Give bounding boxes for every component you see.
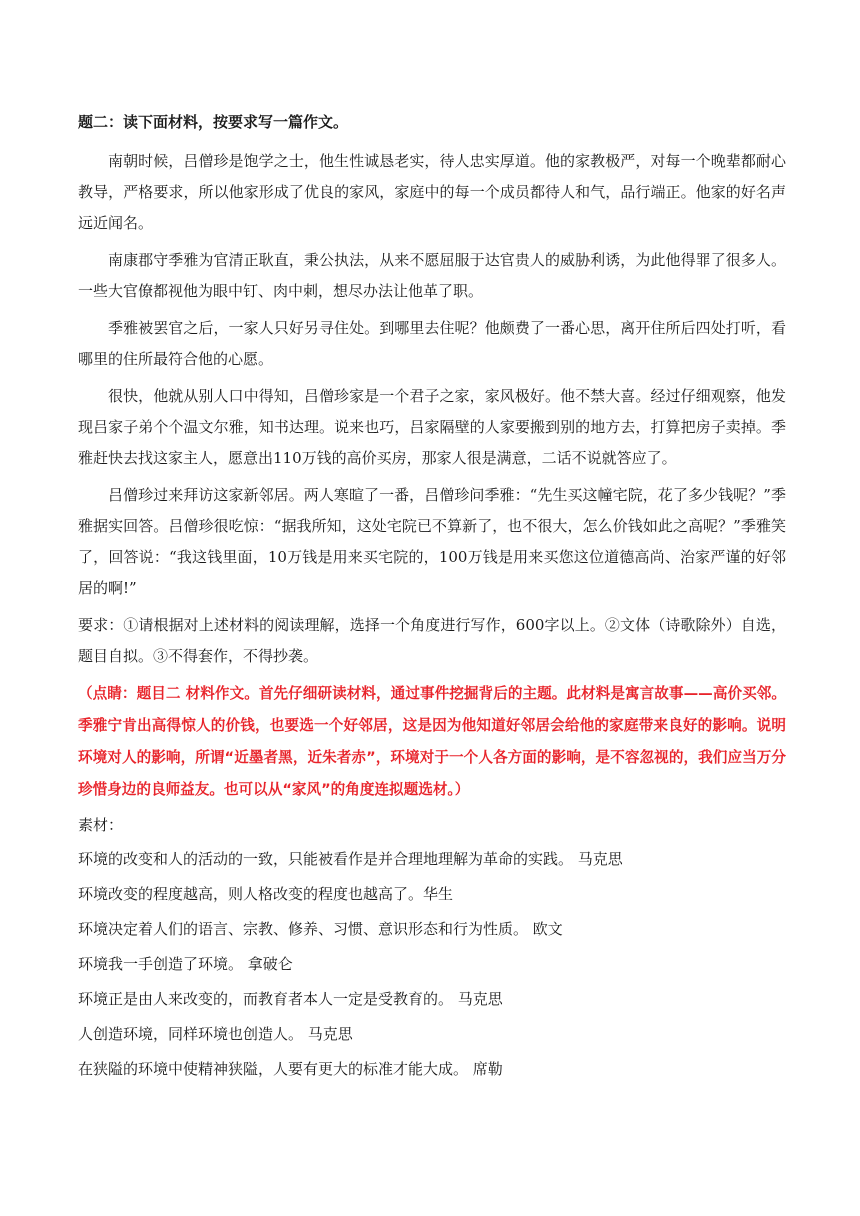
quote-item: 环境正是由人来改变的，而教育者本人一定是受教育的。 马克思: [78, 990, 503, 1008]
question-title: 题二：读下面材料，按要求写一篇作文。: [78, 113, 349, 131]
material-paragraph: 南朝时候，吕僧珍是饱学之士，他生性诚恳老实，待人忠实厚道。他的家教极严，对每一个晚辈都耐心教导，严格要求，所以他家形成了优良的家风，家庭中的每一个成员都待人和气，品行端正。他家的好名声远近闻名。: [78, 152, 786, 232]
quote-item: 环境改变的程度越高，则人格改变的程度也越高了。华生: [78, 885, 454, 903]
guidance-note: （点睛：题目二 材料作文。首先仔细研读材料，通过事件挖掘背后的主题。此材料是寓言故事——高价买邻。季雅宁肯出高得惊人的价钱，也要选一个好邻居，这是因为他知道好邻居会给他的家庭带来良好的影响。说明环境对人的影响，所谓“近墨者黑，近朱者赤”，环境对于一个人各方面的影响，是不容忽视的，我们应当万分珍惜身边的良师益友。也可以从“家风”的角度连拟题选材。）: [78, 685, 786, 798]
quote-item: 人创造环境，同样环境也创造人。 马克思: [78, 1025, 353, 1043]
material-label: 素材：: [78, 816, 124, 834]
material-paragraph: 季雅被罢官之后，一家人只好另寻住处。到哪里去住呢？他颇费了一番心思，离开住所后四处打听，看哪里的住所最符合他的心愿。: [78, 319, 786, 368]
quote-item: 在狭隘的环境中使精神狭隘，人要有更大的标准才能大成。 席勒: [78, 1060, 503, 1078]
material-paragraph: 很快，他就从别人口中得知，吕僧珍家是一个君子之家，家风极好。他不禁大喜。经过仔细观察，他发现吕家子弟个个温文尔雅，知书达理。说来也巧，吕家隔壁的人家要搬到别的地方去，打算把房子卖掉。季雅赶快去找这家主人，愿意出110万钱的高价买房，那家人很是满意，二话不说就答应了。: [78, 387, 786, 467]
quote-item: 环境的改变和人的活动的一致，只能被看作是并合理地理解为革命的实践。 马克思: [78, 850, 623, 868]
material-paragraph: 吕僧珍过来拜访这家新邻居。两人寒暄了一番，吕僧珍问季雅：“先生买这幢宅院，花了多少钱呢？”季雅据实回答。吕僧珍很吃惊：“据我所知，这处宅院已不算新了，也不很大，怎么价钱如此之高呢？”季雅笑了，回答说：“我这钱里面，10万钱是用来买宅院的，100万钱是用来买您这位道德高尚、治家严谨的好邻居的啊!”: [78, 486, 786, 597]
quote-item: 环境决定着人们的语言、宗教、修养、习惯、意识形态和行为性质。 欧文: [78, 920, 563, 938]
document-page: [78, 110, 786, 1089]
quote-item: 环境我一手创造了环境。 拿破仑: [78, 955, 293, 973]
material-paragraph: 南康郡守季雅为官清正耿直，秉公执法，从来不愿屈服于达官贵人的威胁利诱，为此他得罪了很多人。一些大官僚都视他为眼中钉、肉中刺，想尽办法让他革了职。: [78, 251, 786, 300]
writing-requirements: 要求：①请根据对上述材料的阅读理解，选择一个角度进行写作，600字以上。②文体（诗歌除外）自选，题目自拟。③不得套作，不得抄袭。: [78, 616, 786, 665]
